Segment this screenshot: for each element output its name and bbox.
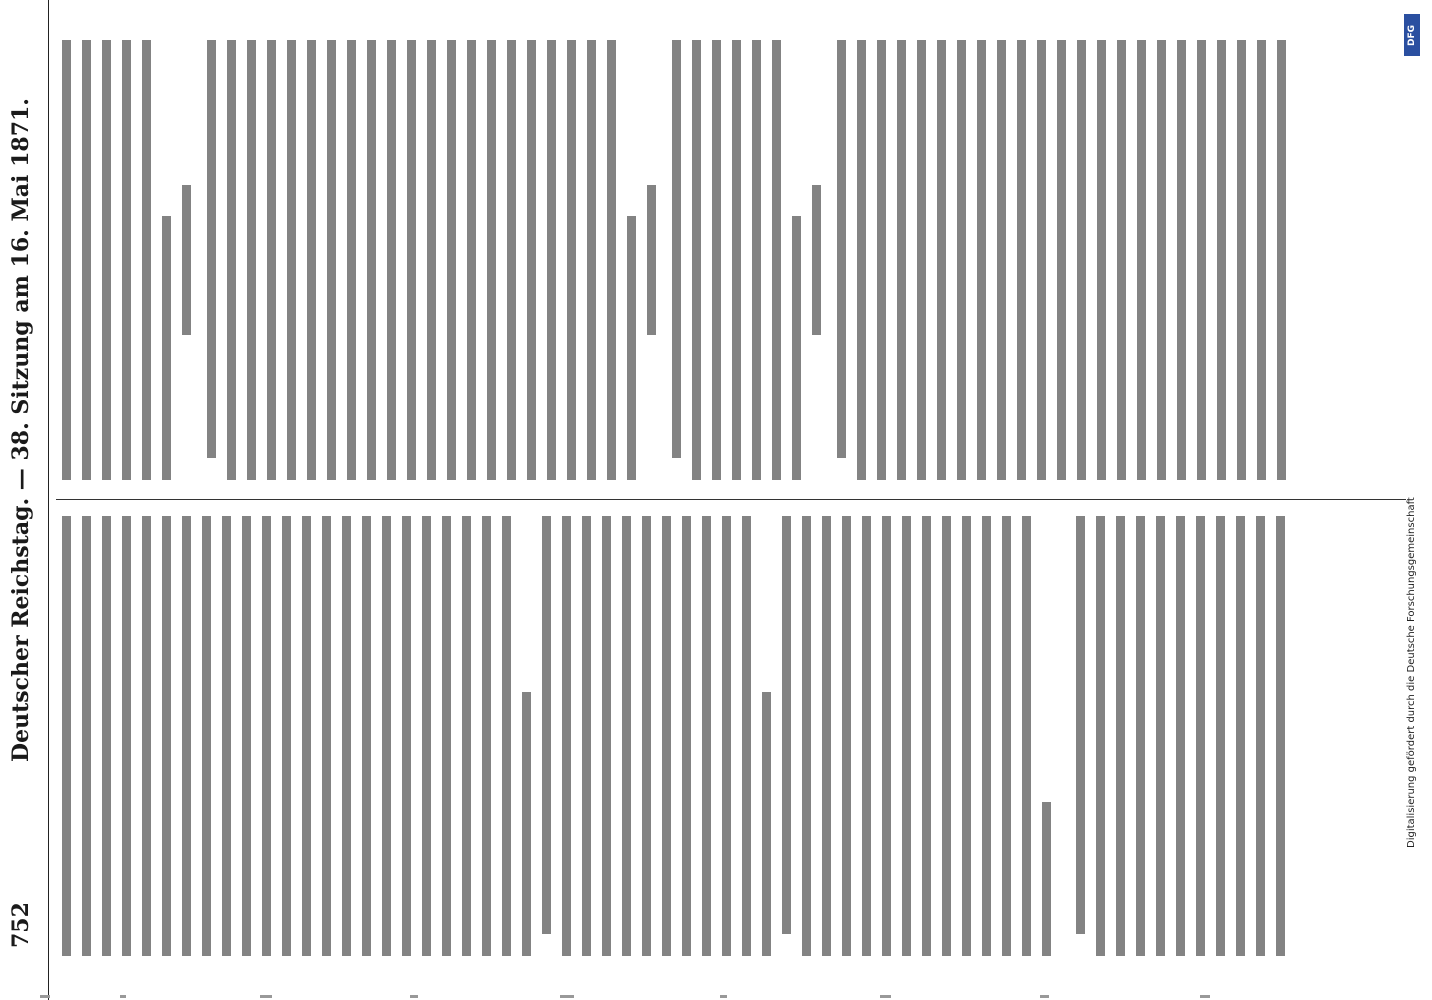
scan-edge-specks	[0, 988, 1432, 1000]
text-column-right	[62, 40, 1402, 480]
page-number: 752	[8, 902, 34, 948]
column-rule	[56, 499, 1406, 500]
funding-note: Digitalisierung gefördert durch die Deutsche Forschungsgemeinschaft	[1406, 497, 1417, 848]
text-column-left	[62, 516, 1402, 956]
dfg-logo: DFG	[1404, 14, 1420, 56]
running-head: Deutscher Reichstag. — 38. Sitzung am 16. Mai 1871.	[8, 98, 34, 762]
page-header	[0, 0, 49, 1000]
